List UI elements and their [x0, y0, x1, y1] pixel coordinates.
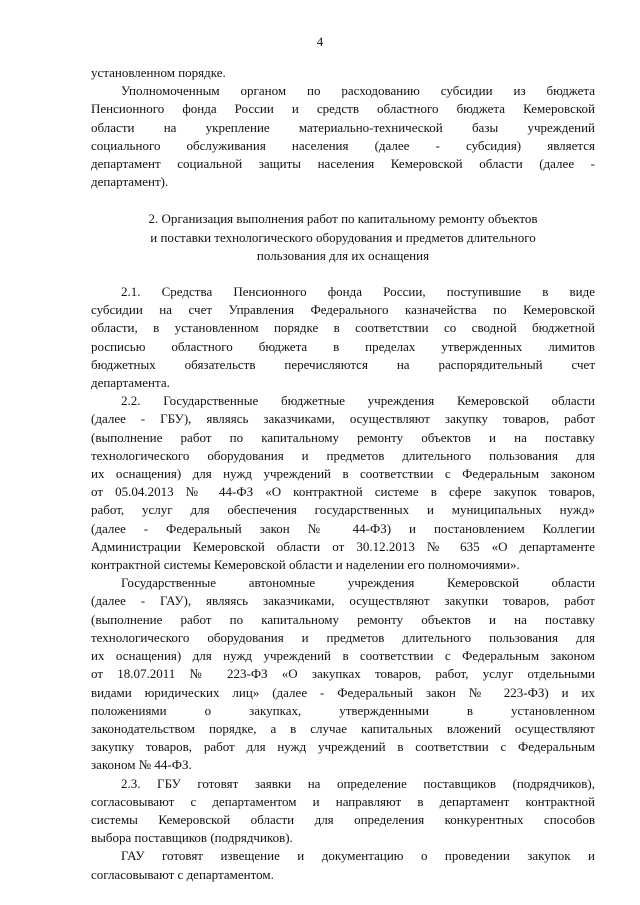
text-line: системы Кемеровской области для определения конкурентных способов: [91, 811, 595, 827]
paragraph-2-2: [91, 392, 595, 574]
text-line: контрактной системы Кемеровской области и наделении его полномочиями».: [91, 557, 520, 573]
text-line: положениями о закупках, утвержденными в установленном: [91, 702, 595, 718]
text-line: Пенсионного фонда России и средств областного бюджета Кемеровской: [91, 101, 595, 117]
text-line: согласовывают с департаментом и направляют в департамент контрактной: [91, 793, 595, 809]
text-line: выбора поставщиков (подрядчиков).: [91, 830, 293, 846]
heading-line: пользования для их оснащения: [256, 247, 430, 263]
bottom-paragraphs: [91, 283, 595, 884]
text-line: их оснащения) для нужд учреждений в соответствии с Федеральным законом: [91, 466, 595, 482]
paragraph-2-1: [91, 283, 595, 392]
text-line: (далее - Федеральный закон № 44-ФЗ) и постановлением Коллегии: [91, 520, 595, 536]
heading-line: 2. Организация выполнения работ по капитальному ремонту объектов: [148, 211, 538, 227]
text-line: их оснащения) для нужд учреждений в соответствии с Федеральным законом: [91, 648, 595, 664]
top-paragraphs: [91, 64, 595, 191]
text-line: согласовывают с департаментом.: [91, 866, 274, 882]
paragraph-gau-notice: [91, 847, 595, 883]
text-line: 2.1. Средства Пенсионного фонда России, поступившие в виде: [121, 284, 595, 300]
paragraph-authorized-body: [91, 82, 595, 191]
paragraph-gau: [91, 574, 595, 774]
text-line: 2.3. ГБУ готовят заявки на определение поставщиков (подрядчиков),: [121, 775, 595, 791]
paragraph-continuation: [91, 64, 595, 82]
text-line: (далее - ГАУ), являясь заказчиками, осуществляют закупки товаров, работ: [91, 593, 595, 609]
text-line: (выполнение работ по капитальному ремонту объектов и на поставку: [91, 611, 595, 627]
text-line: субсидии на счет Управления Федерального казначейства по Кемеровской: [91, 302, 595, 318]
text-line: департамент).: [91, 174, 169, 190]
text-line: департамента.: [91, 375, 170, 391]
text-line: росписью областного бюджета в пределах утвержденных лимитов: [91, 338, 595, 354]
text-line: области, в установленном порядке в соответствии со сводной бюджетной: [91, 320, 595, 336]
text-line: Государственные автономные учреждения Кемеровской области: [121, 575, 595, 591]
text-line: Администрации Кемеровской области от 30.12.2013 № 635 «О департаменте: [91, 538, 595, 554]
text-line: видами юридических лиц» (далее - Федеральный закон № 223-ФЗ) и их: [91, 684, 595, 700]
text-line: технологического оборудования и предметов длительного пользования для: [91, 629, 595, 645]
text-line: социального обслуживания населения (далее - субсидия) является: [91, 137, 595, 153]
text-line: бюджетных обязательств перечисляются на распорядительный счет: [91, 356, 595, 372]
text-line: области на укрепление материально-технической базы учреждений: [91, 119, 595, 135]
paragraph-2-3: [91, 775, 595, 848]
text-line: технологического оборудования и предметов длительного пользования для: [91, 447, 595, 463]
text-line: департамент социальной защиты населения Кемеровской области (далее -: [91, 156, 595, 172]
text-line: работ, услуг для обеспечения государственных и муниципальных нужд»: [91, 502, 595, 518]
text-line: ГАУ готовят извещение и документацию о проведении закупок и: [121, 848, 595, 864]
page-number: 4: [316, 34, 324, 49]
text-line: от 18.07.2011 № 223-ФЗ «О закупках товаров, работ, услуг отдельными: [91, 666, 595, 682]
text-line: (далее - ГБУ), являясь заказчиками, осуществляют закупку товаров, работ: [91, 411, 595, 427]
text-line: (выполнение работ по капитальному ремонту объектов и на поставку: [91, 429, 595, 445]
text-line: 2.2. Государственные бюджетные учреждения Кемеровской области: [121, 393, 595, 409]
text-line: законодательством порядке, а в случае капитальных вложений осуществляют: [91, 720, 595, 736]
text-line: закупку товаров, работ для нужд учреждений в соответствии с Федеральным: [91, 739, 595, 755]
heading-line: и поставки технологического оборудования и предметов длительного: [150, 229, 536, 245]
text-line: установленном порядке.: [91, 65, 226, 80]
text-line: законом № 44-ФЗ.: [91, 757, 192, 773]
text-line: от 05.04.2013 № 44-ФЗ «О контрактной системе в сфере закупок товаров,: [91, 484, 595, 500]
section-heading-2: [91, 210, 595, 265]
document-body: [91, 64, 595, 884]
text-line: Уполномоченным органом по расходованию субсидии из бюджета: [121, 83, 595, 99]
